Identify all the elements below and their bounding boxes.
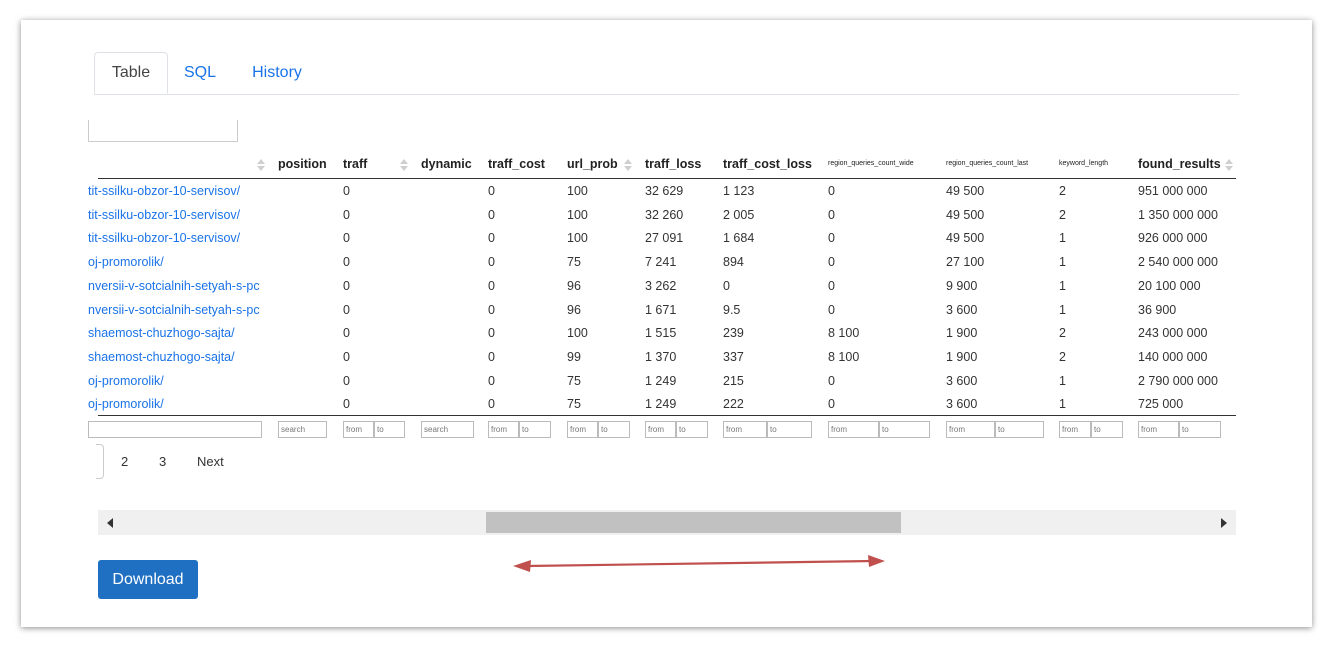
filter-traff-from[interactable]: from: [343, 421, 374, 438]
table-search-input[interactable]: [88, 120, 238, 142]
cell-traff-loss: 1 370: [645, 349, 677, 364]
cell-found-results: 926 000 000: [1138, 231, 1208, 246]
cell-region-queries-count-last: 9 900: [946, 278, 978, 293]
cell-traff-loss: 7 241: [645, 255, 677, 270]
cell-region-queries-count-wide: 0: [828, 397, 835, 412]
table-row: [88, 250, 1236, 274]
cell-region-queries-count-wide: 0: [828, 373, 835, 388]
cell-region-queries-count-wide: 0: [828, 207, 835, 222]
cell-region-queries-count-last: 3 600: [946, 397, 978, 412]
cell-keyword-length: 2: [1059, 326, 1066, 341]
cell-region-queries-count-last: 49 500: [946, 207, 985, 222]
cell-url-prob: 100: [567, 231, 588, 246]
filter-traff-cost-to[interactable]: to: [519, 421, 551, 438]
cell-traff-cost-loss: 222: [723, 397, 744, 412]
cell-region-queries-count-wide: 0: [828, 255, 835, 270]
cell-region-queries-count-last: 1 900: [946, 326, 978, 341]
cell-traff: 0: [343, 397, 350, 412]
filter-traff-to[interactable]: to: [374, 421, 405, 438]
cell-url-prob: 75: [567, 255, 581, 270]
scroll-left-icon[interactable]: [107, 518, 113, 528]
cell-keyword-length: 1: [1059, 373, 1066, 388]
cell-keyword-length: 1: [1059, 231, 1066, 246]
cell-position: [278, 321, 338, 345]
cell-traff-cost: 0: [488, 231, 495, 246]
url-link[interactable]: tit-ssilku-obzor-10-servisov/: [88, 207, 241, 222]
table-row: [88, 179, 1236, 203]
cell-traff-cost: 0: [488, 278, 495, 293]
pagination-next[interactable]: Next: [197, 454, 224, 469]
cell-found-results: 2 790 000 000: [1138, 373, 1218, 388]
url-link[interactable]: nversii-v-sotcialnih-setyah-s-pc: [88, 302, 260, 317]
cell-found-results: 20 100 000: [1138, 278, 1201, 293]
tab-bar: [94, 52, 1239, 95]
filter-traff-loss-to[interactable]: to: [676, 421, 708, 438]
cell-traff-cost: 0: [488, 255, 495, 270]
cell-url-prob: 96: [567, 302, 581, 317]
col-header-url-prob[interactable]: url_prob: [567, 157, 618, 171]
cell-traff-cost-loss: 337: [723, 349, 744, 364]
cell-position: [278, 369, 338, 393]
cell-traff: 0: [343, 255, 350, 270]
cell-traff-cost-loss: 1 123: [723, 184, 755, 198]
cell-region-queries-count-wide: 0: [828, 184, 835, 198]
cell-dynamic: [421, 369, 481, 393]
sort-icon[interactable]: [400, 150, 408, 178]
filter-position-search[interactable]: search: [278, 421, 327, 438]
cell-traff-loss: 32 260: [645, 207, 684, 222]
table-row: [88, 298, 1236, 322]
col-header-region-queries-count-last[interactable]: region_queries_count_last: [946, 160, 1029, 167]
cell-traff: 0: [343, 326, 350, 341]
filter-keyword-length-from[interactable]: from: [1059, 421, 1091, 438]
footer-divider: [98, 415, 1236, 416]
cell-traff-cost-loss: 215: [723, 373, 744, 388]
cell-position: [278, 392, 338, 416]
cell-dynamic: [421, 345, 481, 369]
cell-url-prob: 75: [567, 373, 581, 388]
cell-region-queries-count-wide: 8 100: [828, 326, 860, 341]
cell-region-queries-count-last: 49 500: [946, 184, 985, 198]
sort-icon[interactable]: [257, 150, 265, 178]
tab-sql[interactable]: SQL: [183, 64, 216, 81]
table-row: [88, 203, 1236, 227]
table-row: [88, 226, 1236, 250]
filter-region-wide-to[interactable]: to: [879, 421, 930, 438]
pagination-page-3[interactable]: 3: [159, 454, 167, 469]
cell-found-results: 140 000 000: [1138, 349, 1208, 364]
url-link[interactable]: tit-ssilku-obzor-10-servisov/: [88, 231, 241, 246]
data-table: [88, 115, 1236, 445]
pagination-prev-button[interactable]: [96, 444, 104, 479]
cell-region-queries-count-last: 27 100: [946, 255, 985, 270]
cell-keyword-length: 1: [1059, 397, 1066, 412]
cell-traff: 0: [343, 278, 350, 293]
cell-traff-cost: 0: [488, 302, 495, 317]
cell-traff-cost-loss: 2 005: [723, 207, 755, 222]
tab-table[interactable]: Table: [94, 52, 168, 94]
cell-traff-cost: 0: [488, 349, 495, 364]
cell-url-prob: 100: [567, 326, 588, 341]
table-row: [88, 392, 1236, 416]
cell-found-results: 243 000 000: [1138, 326, 1208, 341]
pagination-page-2[interactable]: 2: [121, 454, 129, 469]
filter-traff-cost-loss-from[interactable]: from: [723, 421, 767, 438]
cell-region-queries-count-wide: 8 100: [828, 349, 860, 364]
filter-region-last-from[interactable]: from: [946, 421, 995, 438]
cell-traff-cost: 0: [488, 373, 495, 388]
url-link[interactable]: oj-promorolik/: [88, 255, 164, 270]
tab-history[interactable]: History: [252, 64, 302, 81]
cell-traff: 0: [343, 349, 350, 364]
cell-position: [278, 250, 338, 274]
cell-dynamic: [421, 203, 481, 227]
cell-traff-loss: 1 515: [645, 326, 677, 341]
cell-traff: 0: [343, 302, 350, 317]
cell-url-prob: 99: [567, 349, 581, 364]
filter-url-prob-to[interactable]: to: [598, 421, 630, 438]
cell-traff: 0: [343, 207, 350, 222]
table-row: [88, 274, 1236, 298]
url-link[interactable]: shaemost-chuzhogo-sajta/: [88, 326, 235, 341]
cell-found-results: 1 350 000 000: [1138, 207, 1218, 222]
filter-traff-cost-from[interactable]: from: [488, 421, 519, 438]
cell-url-prob: 100: [567, 184, 588, 198]
cell-traff-cost-loss: 1 684: [723, 231, 755, 246]
cell-found-results: 725 000: [1138, 397, 1184, 412]
horizontal-scrollbar[interactable]: [98, 510, 1236, 535]
url-link[interactable]: oj-promorolik/: [88, 397, 164, 412]
cell-traff-cost-loss: 239: [723, 326, 744, 341]
filter-url-input[interactable]: [88, 421, 262, 438]
url-link[interactable]: nversii-v-sotcialnih-setyah-s-pc: [88, 278, 260, 293]
cell-keyword-length: 1: [1059, 255, 1066, 270]
download-button[interactable]: Download: [98, 560, 198, 599]
cell-position: [278, 226, 338, 250]
cell-region-queries-count-wide: 0: [828, 231, 835, 246]
cell-keyword-length: 2: [1059, 184, 1066, 198]
filter-traff-cost-loss-to[interactable]: to: [767, 421, 812, 438]
cell-region-queries-count-last: 3 600: [946, 373, 978, 388]
cell-traff-loss: 1 249: [645, 397, 677, 412]
cell-url-prob: 100: [567, 207, 588, 222]
filter-found-results-from[interactable]: from: [1138, 421, 1179, 438]
cell-found-results: 951 000 000: [1138, 184, 1208, 198]
sort-icon[interactable]: [1225, 150, 1233, 178]
col-header-dynamic[interactable]: dynamic: [421, 157, 472, 171]
cell-region-queries-count-last: 3 600: [946, 302, 978, 317]
cell-region-queries-count-wide: 0: [828, 278, 835, 293]
cell-dynamic: [421, 226, 481, 250]
scrollbar-thumb[interactable]: [486, 512, 901, 533]
col-header-keyword-length[interactable]: keyword_length: [1059, 160, 1109, 167]
cell-traff-cost-loss: 894: [723, 255, 744, 270]
cell-traff-cost-loss: 9.5: [723, 302, 741, 317]
cell-url-prob: 75: [567, 397, 581, 412]
cell-traff-loss: 3 262: [645, 278, 677, 293]
cell-keyword-length: 2: [1059, 349, 1066, 364]
cell-traff-cost-loss: 0: [723, 278, 730, 293]
cell-found-results: 36 900: [1138, 302, 1177, 317]
col-header-traff[interactable]: traff: [343, 157, 368, 171]
col-header-traff-loss[interactable]: traff_loss: [645, 157, 702, 171]
filter-dynamic-search[interactable]: search: [421, 421, 474, 438]
scroll-right-icon[interactable]: [1221, 518, 1227, 528]
cell-keyword-length: 2: [1059, 207, 1066, 222]
col-header-traff-cost-loss[interactable]: traff_cost_loss: [723, 157, 812, 171]
cell-traff-cost: 0: [488, 326, 495, 341]
cell-position: [278, 345, 338, 369]
cell-traff-loss: 1 671: [645, 302, 677, 317]
url-link[interactable]: shaemost-chuzhogo-sajta/: [88, 349, 235, 364]
table-row: [88, 321, 1236, 345]
sort-icon[interactable]: [624, 150, 632, 178]
cell-traff-loss: 1 249: [645, 373, 677, 388]
cell-traff-loss: 27 091: [645, 231, 684, 246]
cell-traff-cost: 0: [488, 184, 495, 198]
cell-traff-loss: 32 629: [645, 184, 684, 198]
cell-traff: 0: [343, 373, 350, 388]
url-link[interactable]: oj-promorolik/: [88, 373, 164, 388]
filter-keyword-length-to[interactable]: to: [1091, 421, 1123, 438]
cell-url-prob: 96: [567, 278, 581, 293]
filter-found-results-to[interactable]: to: [1179, 421, 1221, 438]
double-arrow-icon: [513, 552, 887, 576]
cell-traff-cost: 0: [488, 207, 495, 222]
col-header-region-queries-count-wide[interactable]: region_queries_count_wide: [828, 160, 914, 167]
main-card: [21, 20, 1312, 627]
cell-region-queries-count-last: 49 500: [946, 231, 985, 246]
cell-position: [278, 179, 338, 203]
col-header-found-results[interactable]: found_results: [1138, 157, 1221, 171]
filter-region-last-to[interactable]: to: [995, 421, 1044, 438]
cell-dynamic: [421, 298, 481, 322]
cell-position: [278, 203, 338, 227]
cell-keyword-length: 1: [1059, 278, 1066, 293]
url-link[interactable]: tit-ssilku-obzor-10-servisov/: [88, 184, 241, 198]
cell-position: [278, 274, 338, 298]
cell-dynamic: [421, 274, 481, 298]
cell-region-queries-count-wide: 0: [828, 302, 835, 317]
cell-region-queries-count-last: 1 900: [946, 349, 978, 364]
table-row: [88, 345, 1236, 369]
cell-traff: 0: [343, 184, 350, 198]
cell-keyword-length: 1: [1059, 302, 1066, 317]
cell-dynamic: [421, 179, 481, 203]
cell-traff-cost: 0: [488, 397, 495, 412]
cell-dynamic: [421, 321, 481, 345]
filter-url-prob-from[interactable]: from: [567, 421, 598, 438]
cell-dynamic: [421, 250, 481, 274]
filter-region-wide-from[interactable]: from: [828, 421, 879, 438]
col-header-position[interactable]: position: [278, 157, 327, 171]
cell-position: [278, 298, 338, 322]
table-row: [88, 369, 1236, 393]
cell-dynamic: [421, 392, 481, 416]
cell-found-results: 2 540 000 000: [1138, 255, 1218, 270]
cell-traff: 0: [343, 231, 350, 246]
col-header-traff-cost[interactable]: traff_cost: [488, 157, 545, 171]
filter-traff-loss-from[interactable]: from: [645, 421, 676, 438]
